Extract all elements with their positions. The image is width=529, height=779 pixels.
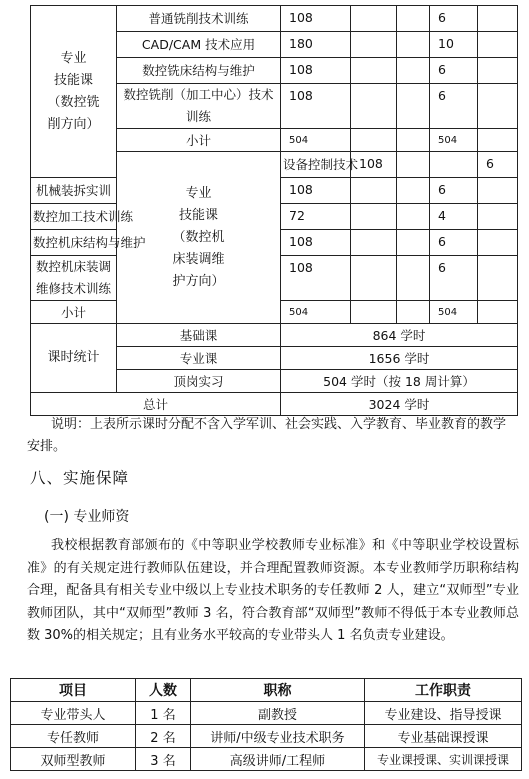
subtotal-label: 小计 xyxy=(117,129,281,152)
course-hours: 108 xyxy=(281,256,351,301)
course-semester-hours: 6 xyxy=(430,230,478,256)
category-label: 专业 技能课 （数控铣 削方向） xyxy=(47,50,100,132)
course-hours: 108 xyxy=(281,178,351,204)
course-name: 数控机床结构与维护 xyxy=(31,230,117,256)
table-cell: 专任教师 xyxy=(11,725,136,748)
stats-label: 课时统计 xyxy=(31,324,117,393)
table-header-row xyxy=(11,679,522,702)
stats-value: 864 学时 xyxy=(281,324,518,347)
course-semester-hours: 10 xyxy=(430,32,478,58)
course-name: 数控铣床结构与维护 xyxy=(117,58,281,84)
subtotal-label: 小计 xyxy=(31,301,117,324)
course-name: 数控机床装调维修技术训练 xyxy=(31,256,117,301)
course-name: CAD/CAM 技术应用 xyxy=(117,32,281,58)
course-semester-hours: 6 xyxy=(430,178,478,204)
table-cell: 讲师/中级专业技术职务 xyxy=(191,725,365,748)
course-name: 数控加工技术训练 xyxy=(31,204,117,230)
stats-name: 专业课 xyxy=(117,347,281,370)
course-hours-table xyxy=(30,5,518,416)
stats-name: 顶岗实习 xyxy=(117,370,281,393)
table-cell: 专业带头人 xyxy=(11,702,136,725)
table-row xyxy=(31,6,518,32)
course-semester-hours: 4 xyxy=(430,204,478,230)
subtotal-semester-hours: 504 xyxy=(430,301,478,324)
total-value: 3024 学时 xyxy=(281,393,518,416)
table-cell: 高级讲师/工程师 xyxy=(191,748,365,771)
table-cell: 3 名 xyxy=(136,748,191,771)
total-label: 总计 xyxy=(31,393,281,416)
table-cell: 专业基础课授课 xyxy=(365,725,522,748)
table-row xyxy=(11,748,522,771)
teacher-table xyxy=(10,678,522,771)
table-cell: 专业课授课、实训课授课 xyxy=(365,748,522,771)
course-semester-hours: 6 xyxy=(430,58,478,84)
course-hours: 108 xyxy=(281,84,351,129)
table-cell: 双师型教师 xyxy=(11,748,136,771)
course-name: 普通铣削技术训练 xyxy=(117,6,281,32)
course-hours: 108 xyxy=(281,230,351,256)
stats-value: 1656 学时 xyxy=(281,347,518,370)
course-semester-hours: 6 xyxy=(430,6,478,32)
category-cell xyxy=(31,6,117,178)
subtotal-hours: 504 xyxy=(281,129,351,152)
section-title: 八、实施保障 xyxy=(30,469,130,487)
total-row xyxy=(31,393,518,416)
stats-row xyxy=(31,324,518,347)
column-header: 人数 xyxy=(136,679,191,702)
stats-name: 基础课 xyxy=(117,324,281,347)
table-row xyxy=(11,702,522,725)
table-note: 说明：上表所示课时分配不含入学军训、社会实践、入学教育、毕业教育的教学安排。 xyxy=(27,417,507,454)
course-hours: 108 xyxy=(281,6,351,32)
table-cell: 1 名 xyxy=(136,702,191,725)
table-row xyxy=(11,725,522,748)
course-name: 机械装拆实训 xyxy=(31,178,117,204)
subtotal-semester-hours: 504 xyxy=(430,129,478,152)
course-hours: 108 xyxy=(281,58,351,84)
body-paragraph: 我校根据教育部颁布的《中等职业学校教师专业标准》和《中等职业学校设置标准》的有关规定进行教师队伍建设，并合理配置教师资源。本专业教师学历职称结构合理，配备具有相关专业中级以上专业技术职务的专任教师 2 人，建立“双师型”专业教师团队，其中“双师型”教师 3 名，符合教育部“双师型”教师不得低于本专业教师总数 30%的相关规定；且有业务水平较高的专业带头人 1 名负责专业建设。 xyxy=(27,538,519,643)
course-semester-hours: 6 xyxy=(478,152,518,178)
subtotal-hours: 504 xyxy=(281,301,351,324)
course-name: 设备控制技术 xyxy=(281,152,351,178)
table-cell: 2 名 xyxy=(136,725,191,748)
category-label: 专业 技能课 （数控机 床装调维 护方向） xyxy=(172,185,225,289)
stats-value: 504 学时（按 18 周计算） xyxy=(281,370,518,393)
course-semester-hours: 6 xyxy=(430,84,478,129)
course-name: 数控铣削（加工中心）技术训练 xyxy=(117,84,281,129)
table-cell: 专业建设、指导授课 xyxy=(365,702,522,725)
course-hours: 108 xyxy=(351,152,397,178)
course-hours: 72 xyxy=(281,204,351,230)
course-semester-hours: 6 xyxy=(430,256,478,301)
subsection-title: (一) 专业师资 xyxy=(44,509,130,525)
course-hours: 180 xyxy=(281,32,351,58)
column-header: 工作职责 xyxy=(365,679,522,702)
column-header: 职称 xyxy=(191,679,365,702)
column-header: 项目 xyxy=(11,679,136,702)
table-cell: 副教授 xyxy=(191,702,365,725)
